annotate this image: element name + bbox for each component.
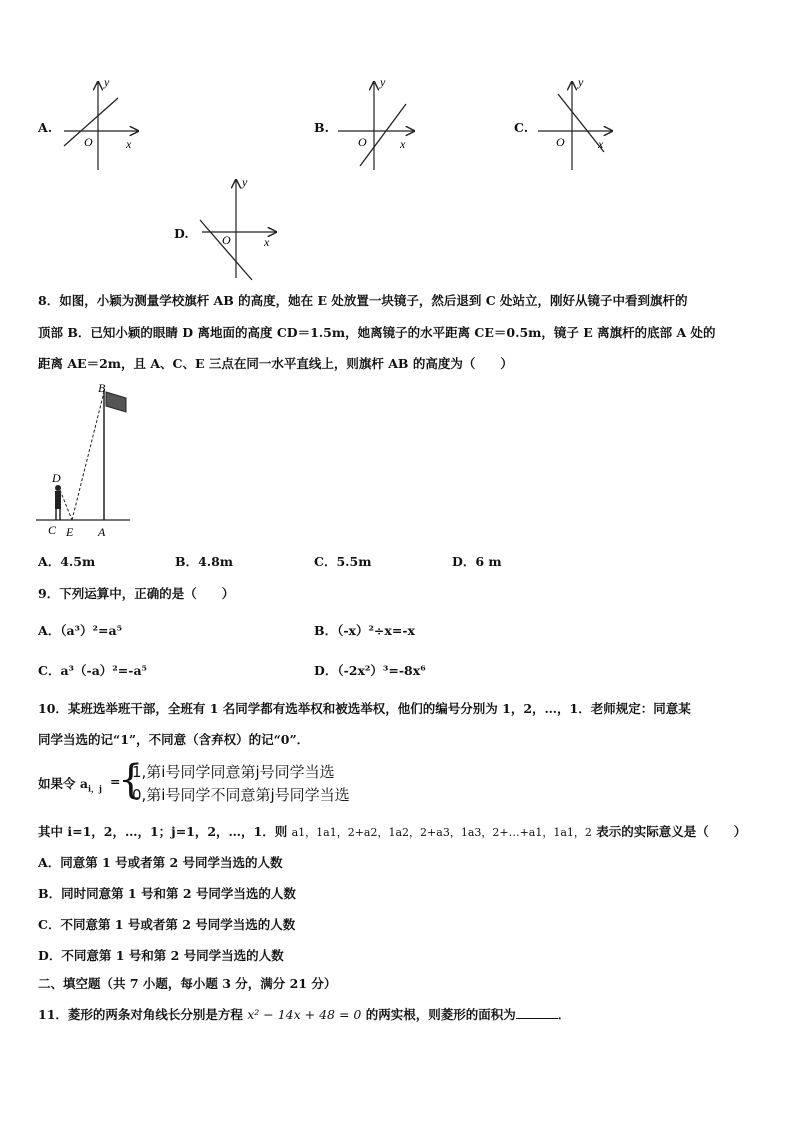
q8-option-a: A．4.5m (38, 554, 96, 569)
option-letter: B. (314, 120, 329, 135)
q7-graph-d (196, 176, 286, 282)
case-zero: 0,第i号同学不同意第j号同学当选 (132, 786, 350, 804)
x-label: x (126, 137, 132, 151)
origin-label: O (222, 233, 231, 247)
y-label: y (104, 76, 110, 89)
q7-graph-b (334, 76, 424, 172)
q7-graph-c (534, 76, 624, 172)
flag-icon (106, 392, 126, 412)
label-a: A (98, 525, 106, 539)
q11-equation: x² − 14x + 48 = 0 (247, 1007, 362, 1022)
q8-stem-line3: 距离 AE＝2m，且 A、C、E 三点在同一水平直线上，则旗杆 AB 的高度为（ ） (38, 356, 513, 371)
q10-option-a: A．同意第 1 号或者第 2 号同学当选的人数 (38, 855, 283, 870)
option-letter: A. (38, 120, 53, 135)
y-label: y (380, 76, 386, 89)
option-letter: C. (514, 120, 529, 135)
q9-option-c: C．a³（-a）²=-a⁵ (38, 663, 148, 678)
label-e: E (66, 525, 74, 539)
q8-option-d: D．6 m (452, 554, 502, 569)
answer-blank[interactable] (516, 1006, 558, 1019)
x-label: x (598, 137, 604, 151)
q9-option-b: B．（-x）²÷x=-x (314, 623, 415, 638)
y-label: y (242, 176, 248, 189)
q8-option-b: B．4.8m (175, 554, 234, 569)
q8-stem-line2: 顶部 B．已知小颖的眼睛 D 离地面的高度 CD＝1.5m，她离镜子的水平距离 CE＝0.5m，镜子 E 离旗杆的底部 A 处的 (38, 325, 716, 340)
q7-graph-a (58, 76, 148, 172)
q9-option-a: A．（a³）²=a⁵ (38, 623, 123, 638)
q10-stem-line1: 10．某班选举班干部，全班有 1 名同学都有选举权和被选举权，他们的编号分别为 1，2，…，1．老师规定：同意某 (38, 701, 691, 716)
y-label: y (578, 76, 584, 89)
label-b: B (98, 381, 106, 395)
q8-figure (34, 378, 134, 540)
q9-option-d: D．（-2x²）³=-8x⁶ (314, 663, 426, 678)
q10-option-d: D．不同意第 1 号和第 2 号同学当选的人数 (38, 948, 284, 963)
q8-option-c: C．5.5m (314, 554, 372, 569)
q11-stem: 11．菱形的两条对角线长分别是方程 x² − 14x + 48 = 0 的两实根，则菱形的面积为 ． (38, 1007, 571, 1022)
origin-label: O (84, 135, 93, 149)
label-d: D (52, 471, 61, 485)
x-label: x (264, 235, 270, 249)
origin-label: O (556, 135, 565, 149)
section-heading: 二、填空题（共 7 小题，每小题 3 分，满分 21 分） (38, 976, 337, 991)
origin-label: O (358, 135, 367, 149)
q8-stem-line1: 8．如图，小颖为测量学校旗杆 AB 的高度，她在 E 处放置一块镜子，然后退到 C 处站立，刚好从镜子中看到旗杆的 (38, 293, 688, 308)
def-equals: = (110, 774, 121, 789)
person-body-icon (55, 491, 61, 509)
brace-icon: { (118, 757, 144, 803)
q10-stem-line2: 同学当选的记“1”，不同意（含弃权）的记“0”． (38, 732, 310, 747)
q9-stem: 9．下列运算中，正确的是（ ） (38, 586, 235, 601)
label-c: C (48, 523, 57, 537)
q10-option-c: C．不同意第 1 号或者第 2 号同学当选的人数 (38, 917, 296, 932)
q10-stem-line4: 其中 i=1，2，…，1；j=1，2，…，1．则 a1，1a1，2+a2，1a2，2+a3，1a3，2+…+a1，1a1，2 表示的实际意义是（ ） (38, 824, 747, 839)
def-prefix: 如果令 $a_{i,j}$ (38, 776, 102, 794)
x-label: x (400, 137, 406, 151)
case-one: 1,第i号同学同意第j号同学当选 (132, 763, 335, 781)
option-letter: D. (174, 226, 189, 241)
q10-option-b: B．同时同意第 1 号和第 2 号同学当选的人数 (38, 886, 296, 901)
person-head-icon (55, 485, 61, 491)
